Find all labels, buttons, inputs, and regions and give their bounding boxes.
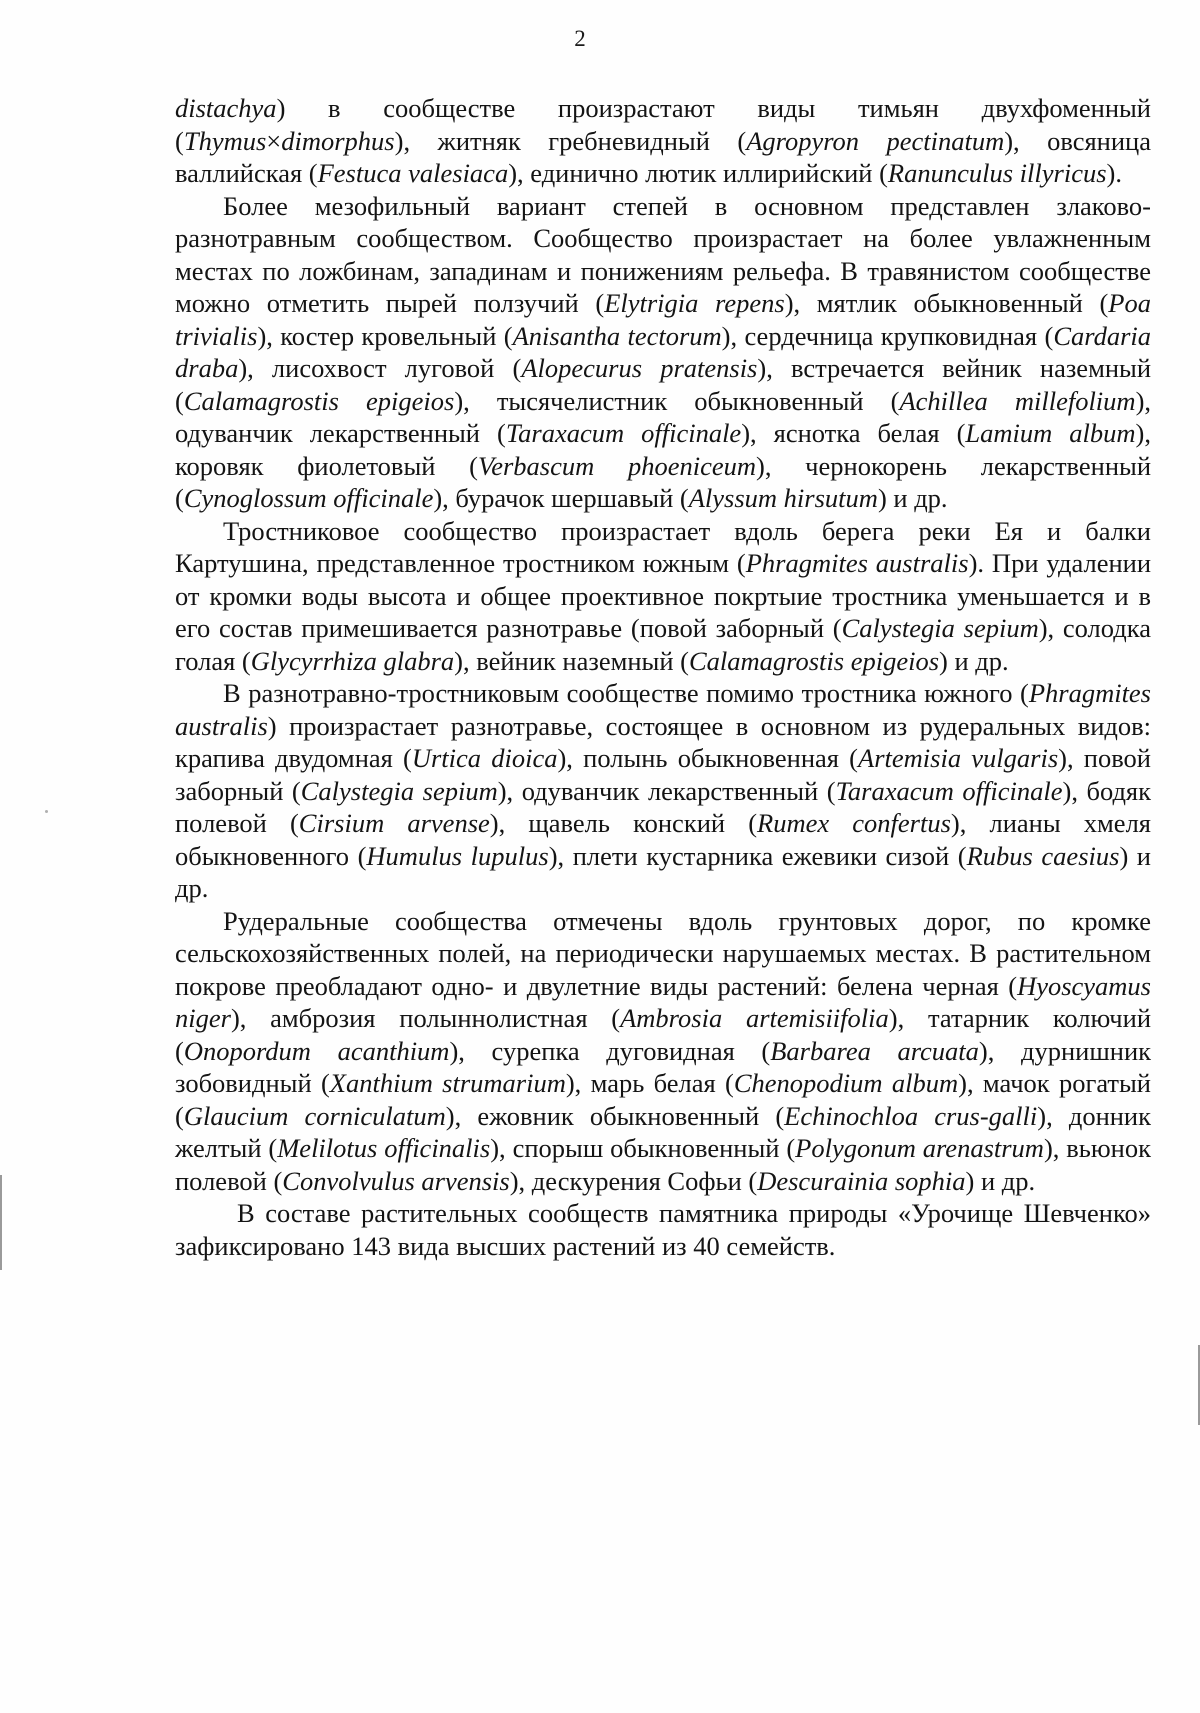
text-run: ), мачок рогатый ( (175, 1068, 1151, 1131)
text-run: ), мятлик обыкновенный ( (784, 288, 1109, 318)
latin-species-name: Descurainia sophia (757, 1165, 966, 1196)
latin-species-name: Lamium album (965, 418, 1136, 448)
latin-species-name: Urtica dioica (411, 743, 558, 773)
paragraph-4 (175, 677, 1151, 905)
text-run: Более мезофильный вариант степей в основном представлен злаково-разнотравным сообществом. Сообщество произрастает на более увлажненным местах по ложбинам, западинам и понижениям рельефа. В травянистом сообществе можно отметить пырей ползучий ( (175, 190, 1151, 318)
text-run: ) и др. (965, 1165, 1036, 1196)
page-number: 2 (574, 26, 586, 51)
text-run: ), амброзия полыннолистная ( (230, 1003, 621, 1033)
text-run: ) и др. (939, 645, 1009, 676)
text-run: ), одуванчик лекарственный ( (497, 775, 836, 806)
text-run: ) и др. (877, 483, 948, 513)
text-run: ), вьюнок полевой ( (175, 1133, 1151, 1196)
latin-species-name: Rubus caesius (966, 840, 1120, 871)
text-run: ) произрастает разнотравье, состоящее в основном из рудеральных видов: крапива двудомная ( (175, 710, 1151, 773)
paragraph-3 (175, 515, 1151, 678)
text-run: ), тысячелистник обыкновенный ( (454, 385, 900, 416)
text-run: ), овсяница валлийская ( (175, 125, 1151, 188)
latin-species-name: Cirsium arvense (298, 808, 490, 838)
text-run: ), спорыш обыкновенный ( (490, 1133, 796, 1163)
text-run: ), татарник колючий ( (175, 1003, 1151, 1066)
latin-species-name: Thymus (183, 125, 267, 156)
text-run: ), дескурения Софьи ( (509, 1165, 758, 1196)
text-run: ), одуванчик лекарственный ( (175, 385, 1152, 448)
text-run: ). При удалении от кромки воды высота и общее проективное покртыие тростника уменьшается и в его состав примешивается разнотравье (повой заборный ( (175, 548, 1151, 643)
latin-species-name: Verbascum phoeniceum (477, 450, 757, 481)
text-run: ), костер кровельный ( (257, 320, 513, 351)
text-run: ), полынь обыкновенная ( (557, 743, 859, 773)
text-run: ), донник желтый ( (175, 1100, 1151, 1163)
text-run: ), встречается вейник наземный ( (175, 353, 1152, 416)
text-run: ) и др. (175, 840, 1151, 903)
latin-species-name: Alopecurus pratensis (521, 353, 758, 383)
scan-speck (45, 810, 48, 813)
latin-species-name: Calamagrostis epigeios (688, 645, 940, 676)
latin-species-name: Taraxacum officinale (505, 418, 742, 448)
text-run: ), вейник наземный ( (454, 645, 689, 676)
body-text (175, 92, 1151, 1262)
text-run: ), марь белая ( (565, 1068, 734, 1098)
latin-species-name: Calystegia sepium (841, 613, 1039, 643)
latin-species-name: Hyoscyamus niger (175, 970, 1151, 1033)
latin-species-name: Cardaria draba (175, 320, 1151, 383)
text-run: ), ежовник обыкновенный ( (445, 1100, 785, 1131)
paragraph-1 (175, 92, 1151, 190)
text-run: ), плети кустарника ежевики сизой ( (548, 840, 967, 871)
latin-species-name: Ambrosia artemisiifolia (620, 1003, 889, 1033)
text-run: ), сердечница крупковидная ( (721, 320, 1054, 351)
latin-species-name: Barbarea arcuata (770, 1035, 979, 1066)
paragraph-6 (175, 1197, 1151, 1262)
paragraph-2 (175, 190, 1151, 515)
text-run: ), чернокорень лекарственный ( (175, 450, 1151, 513)
latin-species-name: Cynoglossum officinale (183, 483, 434, 513)
text-run: ) в сообществе произрастают виды тимьян двухфоменный ( (175, 93, 1151, 156)
text-run: ). (1106, 158, 1122, 188)
latin-species-name: Ranunculus illyricus (887, 158, 1107, 188)
latin-species-name: Agropyron pectinatum (746, 125, 1005, 156)
text-run: ), лианы хмеля обыкновенного ( (175, 808, 1151, 871)
latin-species-name: dimorphus (281, 125, 395, 156)
latin-species-name: Chenopodium album (733, 1068, 959, 1098)
latin-species-name: Alyssum hirsutum (688, 483, 878, 513)
latin-species-name: Rumex confertus (757, 808, 951, 838)
text-run: Тростниковое сообщество произрастает вдоль берега реки Ея и балки Картушина, представленное тростником южным ( (175, 515, 1151, 578)
latin-species-name: Glaucium corniculatum (183, 1100, 446, 1131)
latin-species-name: Melilotus officinalis (277, 1133, 491, 1163)
latin-species-name: Elytrigia repens (604, 288, 785, 318)
latin-species-name: distachya (175, 93, 277, 123)
paragraph-5 (175, 905, 1151, 1198)
latin-species-name: Polygonum arenastrum (795, 1133, 1044, 1163)
latin-species-name: Anisantha tectorum (512, 320, 722, 351)
latin-species-name: Calystegia sepium (300, 775, 498, 806)
text-run: ), повой заборный ( (175, 743, 1151, 806)
text-run: В разнотравно-тростниковым сообществе помимо тростника южного ( (223, 678, 1029, 708)
text-run: ), сурепка дуговидная ( (449, 1035, 771, 1066)
latin-species-name: Calamagrostis epigeios (183, 385, 455, 416)
text-run: ), коровяк фиолетовый ( (175, 418, 1151, 481)
text-run: ), житняк гребневидный ( (394, 125, 747, 156)
latin-species-name: Achillea millefolium (899, 385, 1136, 416)
latin-species-name: Echinochloa crus-galli (784, 1100, 1038, 1131)
text-run: ), бурачок шершавый ( (433, 483, 689, 513)
latin-species-name: Taraxacum officinale (835, 775, 1063, 806)
text-run: × (266, 125, 282, 156)
latin-species-name: Festuca valesiaca (317, 158, 509, 188)
latin-species-name: Humulus lupulus (366, 840, 549, 871)
text-run: ), единично лютик иллирийский ( (508, 158, 888, 188)
text-run: ), бодяк полевой ( (175, 775, 1151, 838)
scan-edge-mark-left (0, 1175, 2, 1270)
latin-species-name: Glycyrrhiza glabra (250, 645, 455, 676)
latin-species-name: Onopordum acanthium (183, 1035, 450, 1066)
text-run: В составе растительных сообществ памятника природы «Урочище Шевченко» зафиксировано 143 вида высших растений из 40 семейств. (175, 1198, 1151, 1261)
latin-species-name: Poa trivialis (175, 288, 1151, 351)
latin-species-name: Convolvulus arvensis (282, 1165, 510, 1196)
text-run: ), щавель конский ( (489, 808, 758, 838)
text-run: Рудеральные сообщества отмечены вдоль грунтовых дорог, по кромке сельскохозяйственных полей, на периодически нарушаемых местах. В растительном покрове преобладают одно- и двулетние виды растений: белена черная ( (175, 905, 1151, 1001)
text-run: ), дурнишник зобовидный ( (175, 1035, 1151, 1098)
latin-species-name: Phragmites australis (745, 548, 969, 578)
latin-species-name: Artemisia vulgaris (858, 743, 1059, 773)
latin-species-name: Xanthium strumarium (329, 1068, 566, 1098)
latin-species-name: Phragmites australis (175, 678, 1151, 741)
text-run: ), солодка голая ( (175, 613, 1151, 676)
text-run: ), лисохвост луговой ( (238, 353, 522, 383)
text-run: ), яснотка белая ( (741, 418, 966, 448)
